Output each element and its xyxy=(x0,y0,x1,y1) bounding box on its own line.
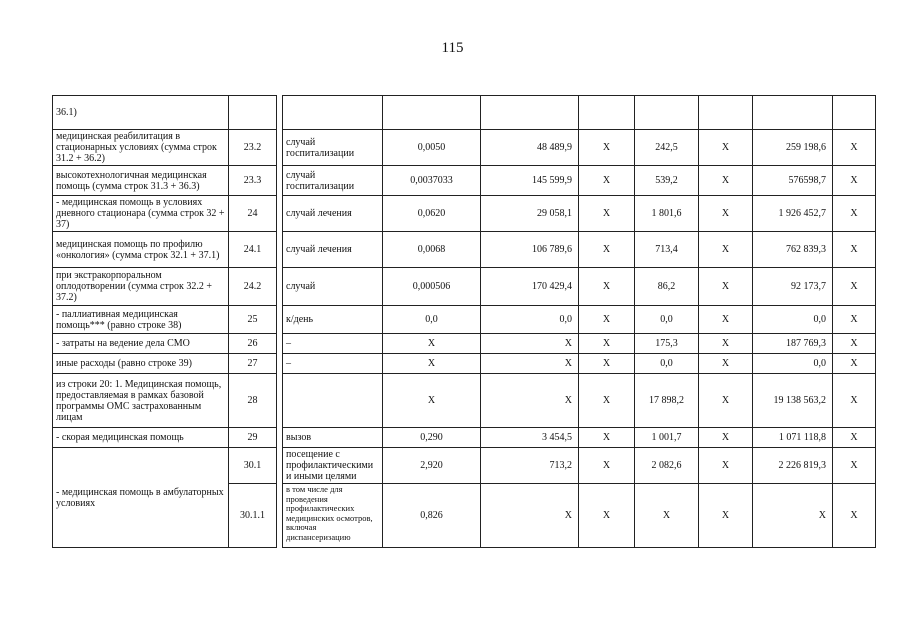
row-value-6: 187 769,3 xyxy=(753,334,833,354)
row-value-3: X xyxy=(579,232,635,268)
table-row xyxy=(53,268,876,306)
row-value-1: 2,920 xyxy=(383,448,481,484)
row-value-6: 0,0 xyxy=(753,354,833,374)
row-description: при экстракорпоральном оплодотворении (сумма строк 32.2 + 37.2) xyxy=(53,268,229,306)
row-value-4: X xyxy=(635,484,699,548)
row-value-7: X xyxy=(833,428,876,448)
row-value-5: X xyxy=(699,334,753,354)
row-value-1: 0,0620 xyxy=(383,196,481,232)
row-unit: случай госпитализации xyxy=(283,130,383,166)
row-value-2: X xyxy=(481,354,579,374)
row-value-5: X xyxy=(699,166,753,196)
table-row xyxy=(53,448,876,484)
row-value-3: X xyxy=(579,306,635,334)
row-value-1: X xyxy=(383,354,481,374)
table-row xyxy=(53,166,876,196)
row-value-4: 1 001,7 xyxy=(635,428,699,448)
row-value-2: 145 599,9 xyxy=(481,166,579,196)
row-value-5: X xyxy=(699,448,753,484)
row-value-7: X xyxy=(833,130,876,166)
row-value-6: X xyxy=(753,484,833,548)
row-value-3: X xyxy=(579,166,635,196)
row-description: высокотехнологичная медицинская помощь (сумма строк 31.3 + 36.3) xyxy=(53,166,229,196)
row-number: 27 xyxy=(229,354,277,374)
row-value-7: X xyxy=(833,448,876,484)
row-value-3 xyxy=(579,96,635,130)
row-value-2: 48 489,9 xyxy=(481,130,579,166)
row-unit: в том числе для проведения профилактических медицинских осмотров, включая диспансеризацию xyxy=(283,484,383,548)
row-description: иные расходы (равно строке 39) xyxy=(53,354,229,374)
row-value-7: X xyxy=(833,484,876,548)
row-value-6 xyxy=(753,96,833,130)
row-value-5: X xyxy=(699,374,753,428)
row-value-6: 259 198,6 xyxy=(753,130,833,166)
row-value-1: 0,000506 xyxy=(383,268,481,306)
row-value-2: 29 058,1 xyxy=(481,196,579,232)
row-description: - медицинская помощь в условиях дневного стационара (сумма строк 32 + 37) xyxy=(53,196,229,232)
row-unit: – xyxy=(283,334,383,354)
row-unit: случай xyxy=(283,268,383,306)
row-value-3: X xyxy=(579,354,635,374)
row-unit xyxy=(283,96,383,130)
row-value-5: X xyxy=(699,484,753,548)
row-value-4 xyxy=(635,96,699,130)
table-row xyxy=(53,334,876,354)
row-value-1: 0,0068 xyxy=(383,232,481,268)
row-number: 30.1.1 xyxy=(229,484,277,548)
row-unit: случай лечения xyxy=(283,196,383,232)
row-value-3: X xyxy=(579,196,635,232)
row-unit: вызов xyxy=(283,428,383,448)
row-value-6: 1 926 452,7 xyxy=(753,196,833,232)
table-row xyxy=(53,374,876,428)
row-number: 23.3 xyxy=(229,166,277,196)
row-value-4: 86,2 xyxy=(635,268,699,306)
row-value-2: 0,0 xyxy=(481,306,579,334)
table-row xyxy=(53,306,876,334)
row-value-3: X xyxy=(579,374,635,428)
row-value-7: X xyxy=(833,334,876,354)
row-value-7: X xyxy=(833,196,876,232)
row-value-4: 713,4 xyxy=(635,232,699,268)
row-value-3: X xyxy=(579,484,635,548)
row-value-6: 0,0 xyxy=(753,306,833,334)
row-value-4: 1 801,6 xyxy=(635,196,699,232)
row-number: 23.2 xyxy=(229,130,277,166)
row-value-5 xyxy=(699,96,753,130)
row-description: - паллиативная медицинская помощь*** (равно строке 38) xyxy=(53,306,229,334)
row-unit: посещение с профилактическими и иными целями xyxy=(283,448,383,484)
row-number: 29 xyxy=(229,428,277,448)
row-value-3: X xyxy=(579,268,635,306)
row-description: из строки 20: 1. Медицинская помощь, предоставляемая в рамках базовой программы ОМС застрахованным лицам xyxy=(53,374,229,428)
tariff-table xyxy=(52,95,876,548)
row-value-2: 170 429,4 xyxy=(481,268,579,306)
row-value-1: 0,0037033 xyxy=(383,166,481,196)
row-value-6: 2 226 819,3 xyxy=(753,448,833,484)
row-value-3: X xyxy=(579,130,635,166)
row-value-1: 0,0 xyxy=(383,306,481,334)
row-number xyxy=(229,96,277,130)
row-number: 25 xyxy=(229,306,277,334)
row-description: медицинская реабилитация в стационарных условиях (сумма строк 31.2 + 36.2) xyxy=(53,130,229,166)
row-value-7: X xyxy=(833,306,876,334)
row-value-3: X xyxy=(579,334,635,354)
row-value-2: 106 789,6 xyxy=(481,232,579,268)
row-value-3: X xyxy=(579,448,635,484)
row-description: - затраты на ведение дела СМО xyxy=(53,334,229,354)
row-value-6: 1 071 118,8 xyxy=(753,428,833,448)
row-value-4: 539,2 xyxy=(635,166,699,196)
row-number: 24.2 xyxy=(229,268,277,306)
row-value-6: 576598,7 xyxy=(753,166,833,196)
row-value-5: X xyxy=(699,268,753,306)
row-number: 28 xyxy=(229,374,277,428)
row-value-7: X xyxy=(833,166,876,196)
row-value-7 xyxy=(833,96,876,130)
row-value-1: X xyxy=(383,334,481,354)
row-description: - скорая медицинская помощь xyxy=(53,428,229,448)
row-value-2: X xyxy=(481,334,579,354)
table-row xyxy=(53,130,876,166)
row-value-4: 2 082,6 xyxy=(635,448,699,484)
row-value-2: X xyxy=(481,374,579,428)
row-number: 24.1 xyxy=(229,232,277,268)
row-value-5: X xyxy=(699,354,753,374)
row-value-6: 92 173,7 xyxy=(753,268,833,306)
row-unit: – xyxy=(283,354,383,374)
row-value-6: 19 138 563,2 xyxy=(753,374,833,428)
row-value-4: 17 898,2 xyxy=(635,374,699,428)
row-value-3: X xyxy=(579,428,635,448)
row-value-4: 242,5 xyxy=(635,130,699,166)
row-number: 24 xyxy=(229,196,277,232)
row-value-1: 0,0050 xyxy=(383,130,481,166)
row-value-6: 762 839,3 xyxy=(753,232,833,268)
row-value-4: 175,3 xyxy=(635,334,699,354)
row-number: 26 xyxy=(229,334,277,354)
row-value-5: X xyxy=(699,196,753,232)
row-description: - медицинская помощь в амбулаторных условиях xyxy=(53,448,229,548)
row-value-1: 0,290 xyxy=(383,428,481,448)
row-value-7: X xyxy=(833,354,876,374)
row-number: 30.1 xyxy=(229,448,277,484)
row-value-2: 713,2 xyxy=(481,448,579,484)
row-value-2: X xyxy=(481,484,579,548)
row-value-5: X xyxy=(699,130,753,166)
row-value-1: X xyxy=(383,374,481,428)
row-value-1 xyxy=(383,96,481,130)
row-value-7: X xyxy=(833,268,876,306)
row-description: 36.1) xyxy=(53,96,229,130)
table-row xyxy=(53,196,876,232)
row-value-2 xyxy=(481,96,579,130)
row-unit: случай госпитализации xyxy=(283,166,383,196)
row-value-5: X xyxy=(699,428,753,448)
table-row xyxy=(53,96,876,130)
table-row xyxy=(53,232,876,268)
row-unit: случай лечения xyxy=(283,232,383,268)
row-value-5: X xyxy=(699,306,753,334)
table-row xyxy=(53,428,876,448)
row-value-2: 3 454,5 xyxy=(481,428,579,448)
row-value-7: X xyxy=(833,374,876,428)
row-value-4: 0,0 xyxy=(635,306,699,334)
row-value-1: 0,826 xyxy=(383,484,481,548)
row-value-5: X xyxy=(699,232,753,268)
row-unit: к/день xyxy=(283,306,383,334)
row-description: медицинская помощь по профилю «онкология» (сумма строк 32.1 + 37.1) xyxy=(53,232,229,268)
page-number: 115 xyxy=(441,40,464,56)
table-row xyxy=(53,354,876,374)
row-value-4: 0,0 xyxy=(635,354,699,374)
row-unit xyxy=(283,374,383,428)
row-value-7: X xyxy=(833,232,876,268)
